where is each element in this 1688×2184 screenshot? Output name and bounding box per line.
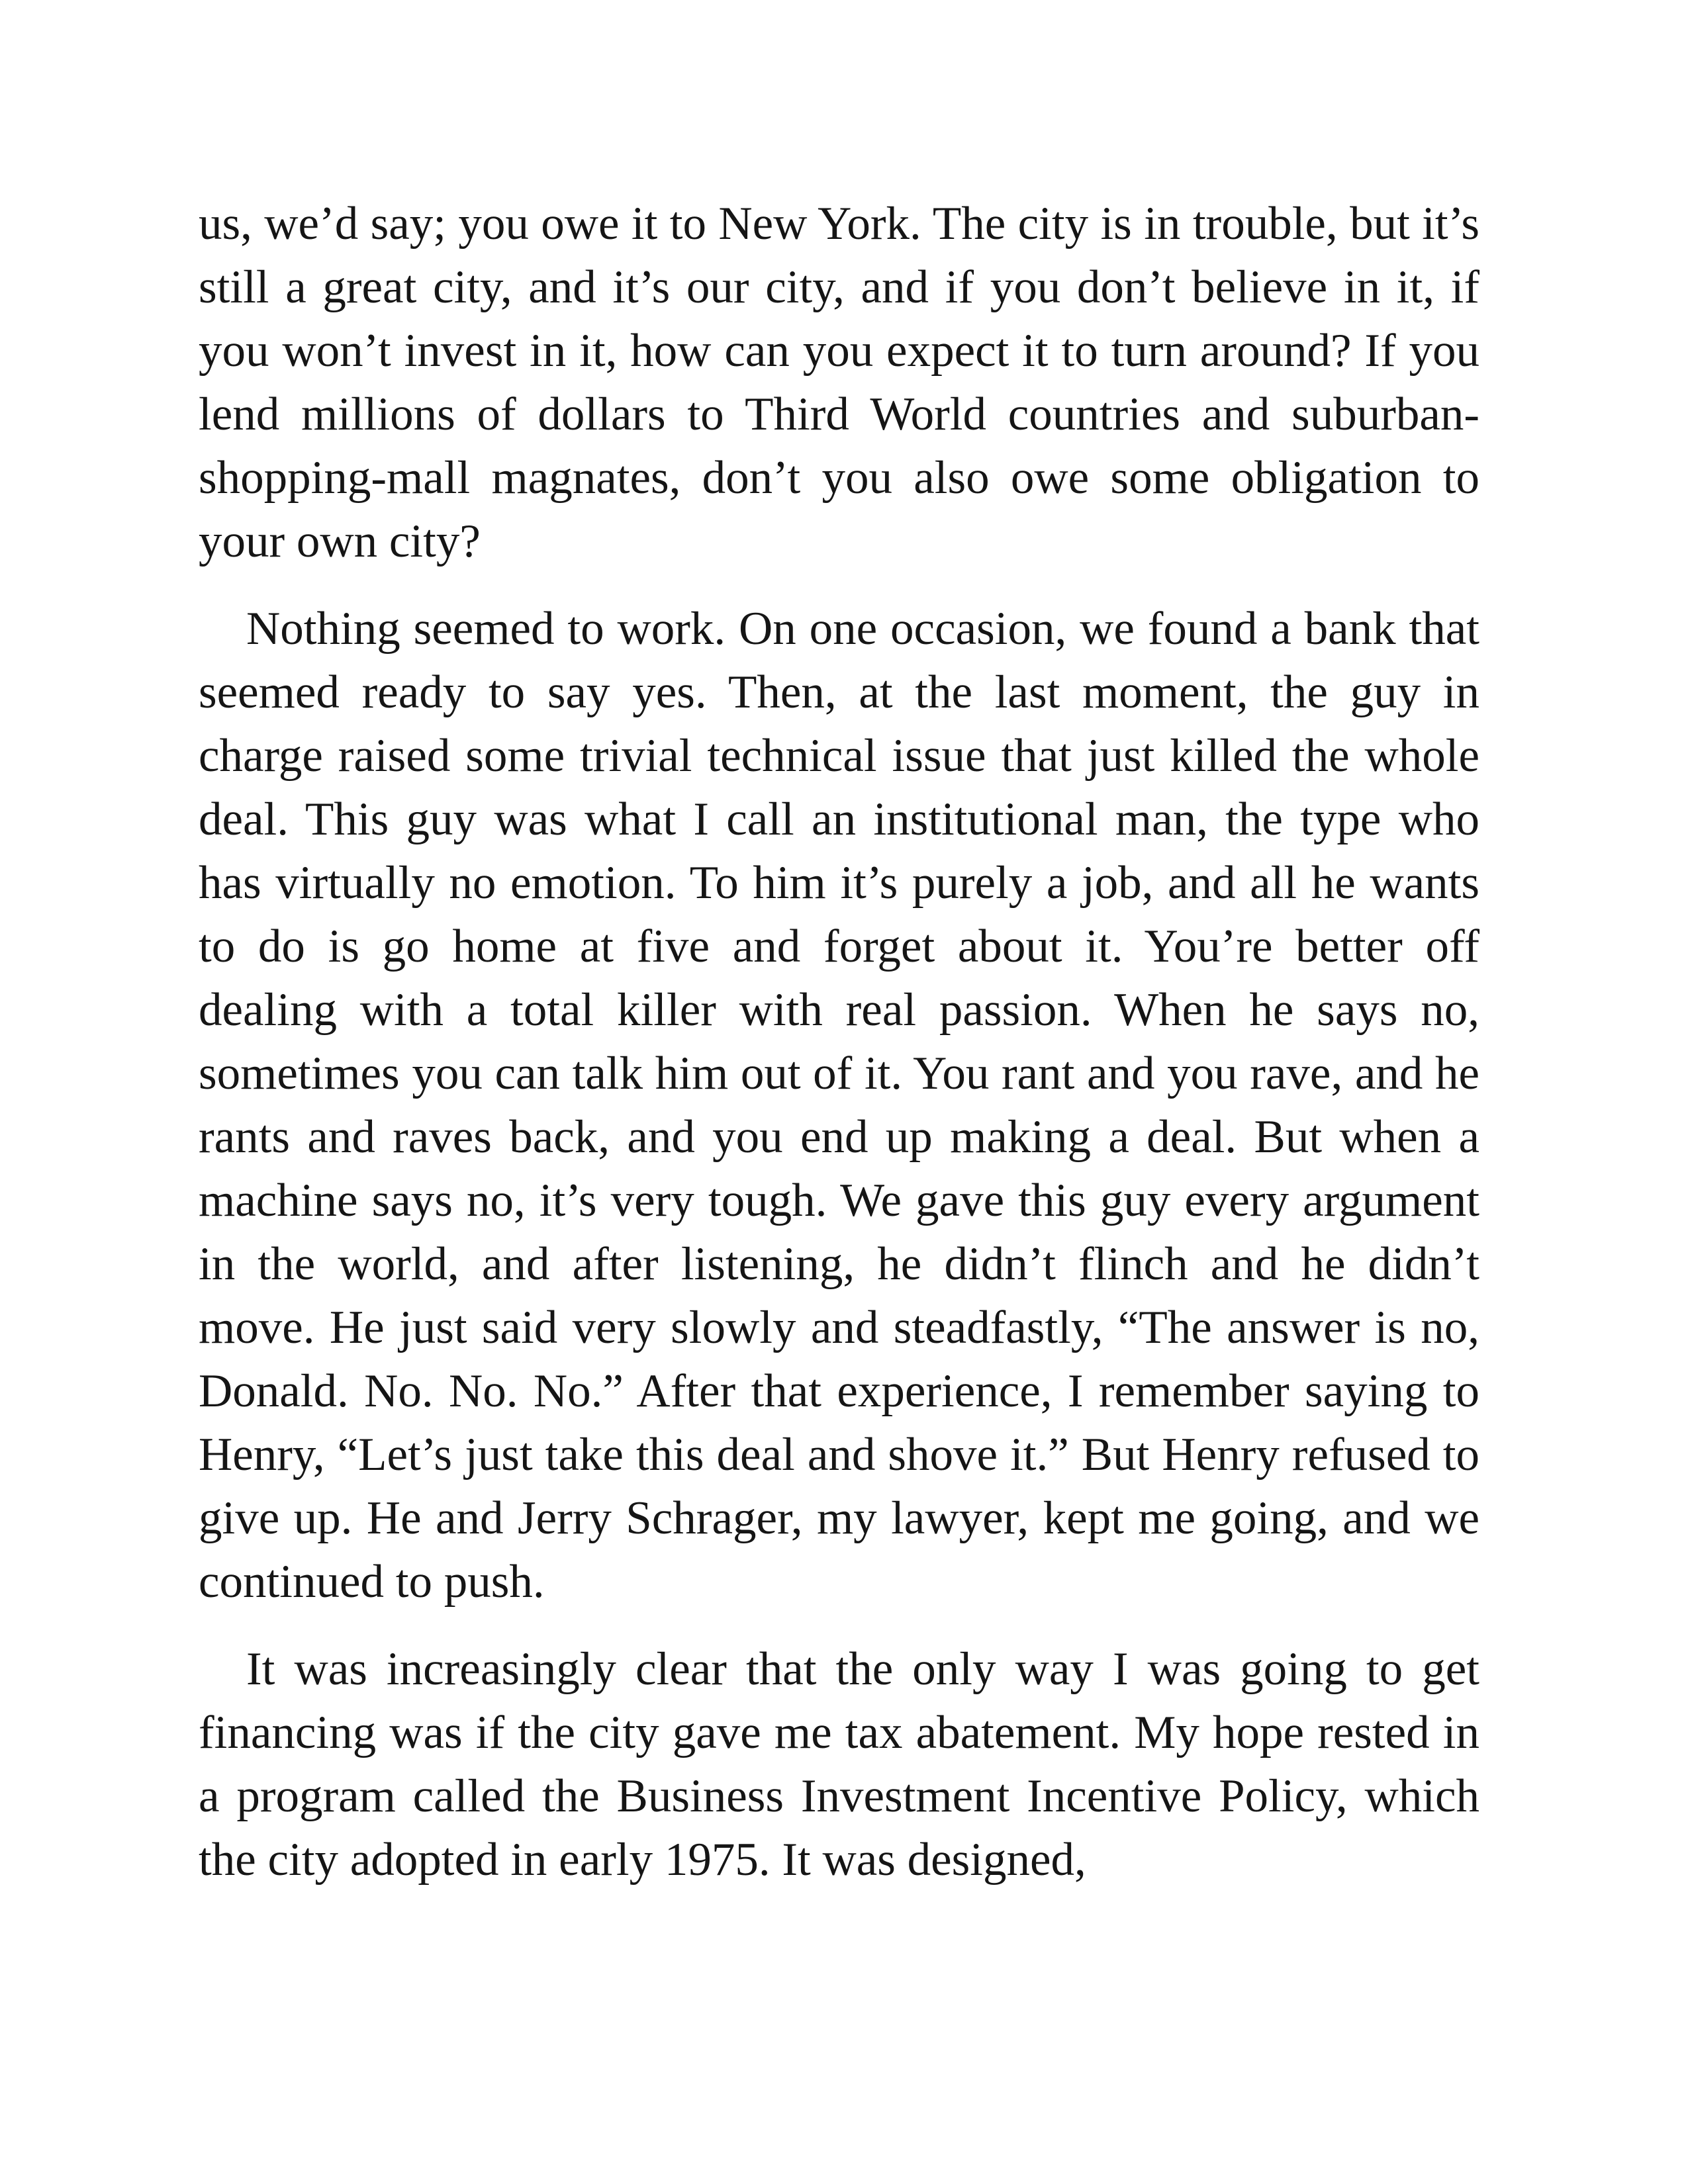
paragraph-tax-abatement: It was increasingly clear that the only way I was going to get financing was if the city gave me tax abatement. My hope rested in a program called the Business Investment Incentive Policy, which the city adopted in early 1975. It was designed, — [199, 1643, 1479, 1886]
paragraph-bank-refusal: Nothing seemed to work. On one occasion, we found a bank that seemed ready to say yes. Then, at the last moment, the guy in charge raised some trivial technical issue that just killed the whole deal. This guy was what I call an institutional man, the type who has virtually no emotion. To him it’s purely a job, and all he wants to do is go home at five and forget about it. You’re better off dealing with a total killer with real passion. When he says no, sometimes you can talk him out of it. You rant and you rave, and he rants and raves back, and you end up making a deal. But when a machine says no, it’s very tough. We gave this guy every argument in the world, and after listening, he didn’t flinch and he didn’t move. He just said very slowly and steadfastly, “The answer is no, Donald. No. No. No.” After that experience, I remember saying to Henry, “Let’s just take this deal and shove it.” But Henry refused to give up. He and Jerry Schrager, my lawyer, kept me going, and we continued to push. — [199, 603, 1479, 1608]
page-body — [199, 192, 1479, 1915]
paragraph-continued: us, we’d say; you owe it to New York. The city is in trouble, but it’s still a great city, and it’s our city, and if you don’t believe in it, if you won’t invest in it, how can you expect it to turn around? If you lend millions of dollars to Third World countries and suburban-shopping-mall magnates, don’t you also owe some obligation to your own city? — [199, 198, 1479, 567]
